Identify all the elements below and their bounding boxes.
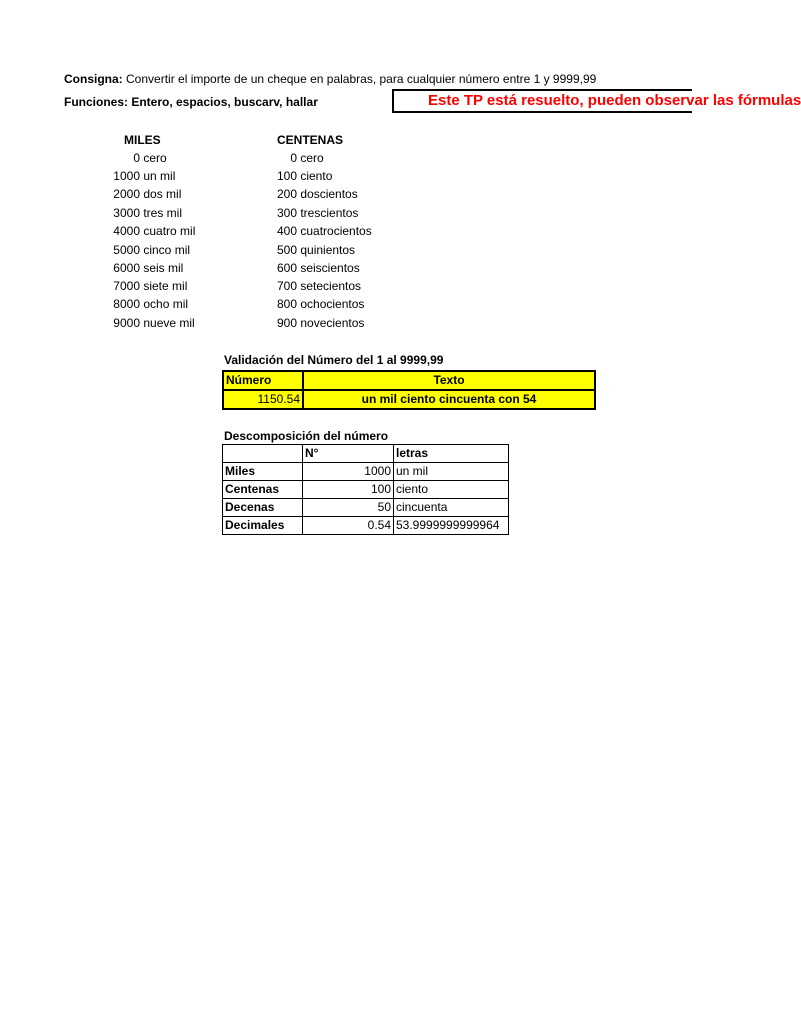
table-row [223, 445, 509, 463]
row-letras: ciento [394, 481, 509, 499]
list-item-word: cero [300, 151, 324, 165]
table-row [223, 390, 595, 409]
list-item [100, 259, 183, 277]
list-item [100, 149, 167, 167]
list-item-number: 6000 [113, 261, 140, 275]
list-item [266, 277, 361, 295]
list-item-word: ciento [300, 169, 333, 183]
list-item-number: 4000 [113, 224, 140, 238]
row-n: 100 [303, 481, 394, 499]
list-item [100, 185, 181, 203]
row-n: 0.54 [303, 517, 394, 535]
list-item-word: cero [143, 151, 167, 165]
list-item-word: seis mil [143, 261, 184, 275]
list-item-word: novecientos [300, 316, 365, 330]
list-item [266, 295, 364, 313]
list-item-number: 200 [276, 187, 297, 201]
list-item [100, 277, 187, 295]
row-letras: 53.9999999999964 [394, 517, 509, 535]
list-item [266, 167, 332, 185]
table-row [223, 517, 509, 535]
list-item-word: quinientos [300, 243, 356, 257]
table-row [223, 371, 595, 390]
header-texto: Texto [303, 371, 595, 390]
row-letras: cincuenta [394, 499, 509, 517]
row-letras: un mil [394, 463, 509, 481]
row-label: Centenas [223, 481, 303, 499]
list-item-number: 500 [276, 243, 297, 257]
validacion-table [222, 370, 596, 410]
list-item [266, 185, 358, 203]
list-item-number: 100 [276, 169, 297, 183]
list-item-number: 1000 [113, 169, 140, 183]
funciones-line: Funciones: Entero, espacios, buscarv, hallar [64, 95, 318, 109]
list-item-word: cuatro mil [143, 224, 196, 238]
row-label: Decimales [223, 517, 303, 535]
list-item-number: 3000 [113, 206, 140, 220]
consigna-line [64, 70, 596, 88]
list-item-word: siete mil [143, 279, 188, 293]
consigna-text: Convertir el importe de un cheque en palabras, para cualquier número entre 1 y 9999,99 [122, 72, 597, 86]
list-item-number: 9000 [113, 316, 140, 330]
list-item-number: 5000 [113, 243, 140, 257]
centenas-title: CENTENAS [277, 133, 344, 147]
list-item-word: cuatrocientos [300, 224, 372, 238]
descomposicion-title: Descomposición del número [224, 429, 389, 443]
table-row [223, 499, 509, 517]
list-item [266, 314, 364, 332]
list-item-number: 7000 [113, 279, 140, 293]
notice-box: Este TP está resuelto, pueden observar las fórmulas [392, 89, 692, 113]
list-item [266, 204, 358, 222]
list-item [100, 167, 175, 185]
list-item-number: 600 [276, 261, 297, 275]
consigna-label: Consigna: [64, 72, 123, 86]
numero-value[interactable]: 1150.54 [223, 390, 303, 409]
list-item-word: doscientos [300, 187, 358, 201]
list-item-word: ocho mil [143, 297, 189, 311]
list-item-number: 8000 [113, 297, 140, 311]
validacion-title: Validación del Número del 1 al 9999,99 [224, 353, 444, 367]
descomposicion-table [222, 444, 509, 535]
miles-title: MILES [124, 133, 161, 147]
list-item-number: 400 [276, 224, 297, 238]
list-item [100, 314, 195, 332]
list-item-number: 700 [276, 279, 297, 293]
list-item [100, 295, 188, 313]
header-numero: Número [223, 371, 303, 390]
list-item-word: ochocientos [300, 297, 365, 311]
list-item-word: setecientos [300, 279, 362, 293]
list-item [266, 149, 324, 167]
list-item-number: 0 [133, 151, 140, 165]
list-item-word: nueve mil [143, 316, 195, 330]
row-label: Decenas [223, 499, 303, 517]
table-row [223, 463, 509, 481]
list-item-number: 800 [276, 297, 297, 311]
list-item [100, 204, 182, 222]
header-empty [223, 445, 303, 463]
list-item-number: 0 [290, 151, 297, 165]
row-n: 1000 [303, 463, 394, 481]
list-item-word: dos mil [143, 187, 182, 201]
list-item-word: seiscientos [300, 261, 360, 275]
header-n: N° [303, 445, 394, 463]
texto-value: un mil ciento cincuenta con 54 [303, 390, 595, 409]
list-item-word: trescientos [300, 206, 359, 220]
list-item-word: cinco mil [143, 243, 191, 257]
header-letras: letras [394, 445, 509, 463]
row-n: 50 [303, 499, 394, 517]
row-label: Miles [223, 463, 303, 481]
list-item-word: un mil [143, 169, 176, 183]
list-item-number: 2000 [113, 187, 140, 201]
list-item [266, 222, 372, 240]
list-item [100, 241, 190, 259]
list-item-number: 900 [276, 316, 297, 330]
list-item-number: 300 [276, 206, 297, 220]
table-row [223, 481, 509, 499]
list-item [100, 222, 195, 240]
list-item [266, 259, 360, 277]
list-item [266, 241, 355, 259]
list-item-word: tres mil [143, 206, 183, 220]
